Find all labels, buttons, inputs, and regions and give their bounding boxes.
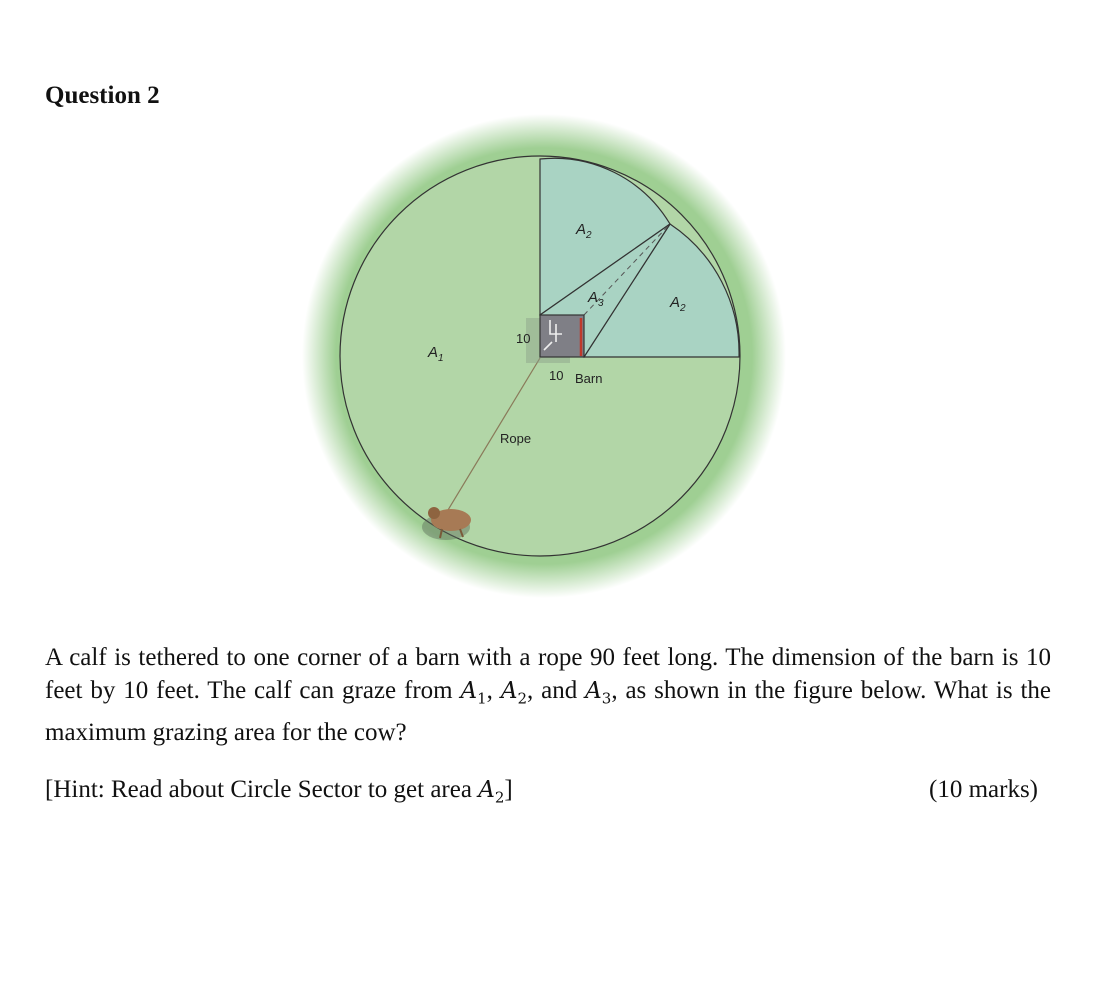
problem-statement	[45, 641, 1051, 749]
var-a3-sub: 3	[601, 689, 612, 708]
label-a2-right-letter: A	[670, 294, 681, 311]
grazing-figure	[300, 112, 790, 602]
label-a2-top-letter: A	[576, 221, 587, 238]
var-a2	[500, 678, 527, 708]
barn-square	[540, 315, 584, 357]
var-a1-letter: A	[460, 678, 478, 704]
problem-text-2: feet long. The dimension of the barn is	[614, 644, 1027, 671]
var-a2-letter: A	[500, 678, 518, 704]
barn-width-value: 10	[1026, 644, 1052, 671]
barn-height-value: 10	[123, 677, 149, 704]
label-barn-side-bottom: 10	[549, 368, 564, 383]
var-a3-letter: A	[585, 678, 602, 704]
marks-label: (10 marks)	[929, 776, 1038, 803]
label-a1-sub: 1	[438, 353, 444, 364]
hint-close: ]	[504, 776, 513, 803]
grazing-diagram	[300, 112, 790, 602]
label-barn-side-left: 10	[516, 331, 531, 346]
question-title: Question 2	[45, 82, 160, 109]
label-a3-sub: 3	[598, 298, 604, 309]
problem-text-1: A calf is tethered to one corner of a barn with a rope	[45, 644, 590, 671]
rope-length-value: 90	[589, 644, 615, 671]
label-barn: Barn	[575, 371, 603, 386]
label-a1-letter: A	[428, 344, 439, 361]
label-a2-right-sub: 2	[680, 303, 686, 314]
problem-text-3: feet by	[45, 677, 124, 704]
hint-line	[45, 773, 1051, 815]
var-a3	[585, 678, 612, 708]
var-a2-sub: 2	[517, 689, 527, 708]
separator-1: ,	[486, 677, 501, 704]
problem-text-4: feet. The calf can graze from	[148, 677, 461, 704]
hint-var-a2	[478, 777, 505, 807]
problem-text-5: , as shown in the figure below. What is the maximum grazing area for the cow?	[45, 677, 1052, 746]
label-a3-letter: A	[588, 289, 599, 306]
label-rope: Rope	[500, 431, 532, 446]
separator-2: , and	[527, 677, 586, 704]
calf-icon	[422, 507, 471, 540]
var-a1	[460, 678, 487, 708]
hint-var-sub: 2	[494, 788, 505, 807]
var-a1-sub: 1	[477, 689, 487, 708]
hint-text: [Hint: Read about Circle Sector to get area	[45, 776, 479, 803]
label-a2-top-sub: 2	[586, 230, 592, 241]
hint-var-letter: A	[478, 777, 495, 803]
